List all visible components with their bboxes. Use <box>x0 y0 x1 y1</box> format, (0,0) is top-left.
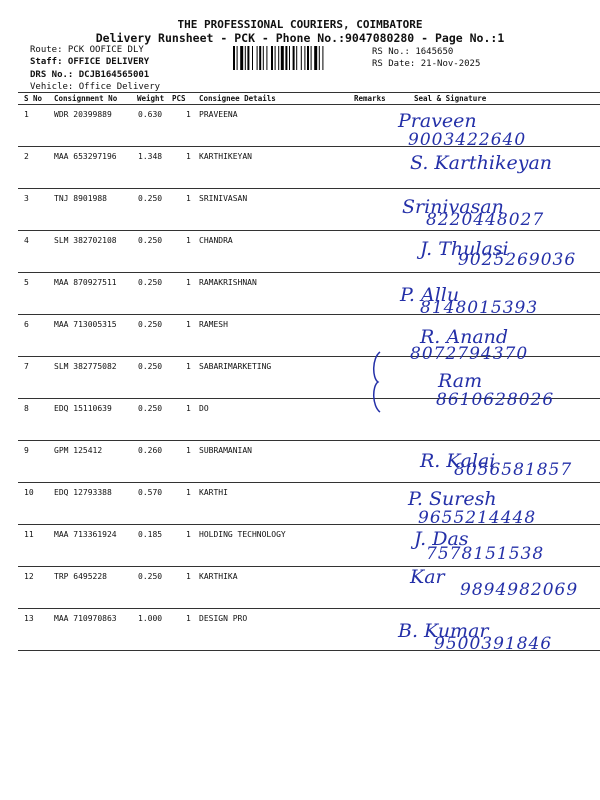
brace-mark <box>370 350 384 414</box>
row-consignment-no: MAA 710970863 <box>54 614 117 623</box>
row-consignee: HOLDING TECHNOLOGY <box>199 530 286 539</box>
col-header-sno: S No <box>24 94 43 103</box>
col-header-consignment: Consignment No <box>54 94 118 103</box>
row-pcs: 1 <box>186 320 191 329</box>
row-sno: 5 <box>24 278 29 287</box>
row-consignment-no: WDR 20399889 <box>54 110 112 119</box>
handwritten-signature: Praveen <box>398 110 477 132</box>
row-consignee: SRINIVASAN <box>199 194 248 203</box>
col-header-consignee: Consignee Details <box>199 94 276 103</box>
row-weight: 0.250 <box>138 362 163 371</box>
row-consignment-no: MAA 653297196 <box>54 152 117 161</box>
row-sno: 10 <box>24 488 34 497</box>
row-consignee: DESIGN PRO <box>199 614 248 623</box>
handwritten-signature: J. Das <box>414 528 469 550</box>
row-pcs: 1 <box>186 614 191 623</box>
handwritten-signature: P. Allu <box>400 284 460 306</box>
row-consignee: CHANDRA <box>199 236 233 245</box>
handwritten-signature: B. Kumar <box>398 620 489 642</box>
row-sno: 12 <box>24 572 34 581</box>
row-sno: 8 <box>24 404 29 413</box>
row-consignee: RAMESH <box>199 320 228 329</box>
delivery-table <box>18 92 600 652</box>
drs-number: DRS No.: DCJB164565001 <box>30 70 150 80</box>
row-weight: 1.000 <box>138 614 163 623</box>
row-consignment-no: SLM 382775082 <box>54 362 117 371</box>
handwritten-phone: 8072794370 <box>410 344 529 364</box>
row-consignment-no: MAA 713361924 <box>54 530 117 539</box>
row-consignee: DO <box>199 404 209 413</box>
handwritten-signature: R. Anand <box>420 326 509 348</box>
row-weight: 0.250 <box>138 236 163 245</box>
row-consignee: KARTHIKEYAN <box>199 152 252 161</box>
row-consignment-no: GPM 125412 <box>54 446 103 455</box>
handwritten-signature: J. Thulasi <box>420 238 509 260</box>
row-weight: 0.250 <box>138 194 163 203</box>
row-consignee: KARTHIKA <box>199 572 238 581</box>
col-header-signature: Seal & Signature <box>414 94 487 103</box>
row-consignment-no: MAA 713005315 <box>54 320 117 329</box>
row-consignment-no: TNJ 8901988 <box>54 194 107 203</box>
handwritten-phone: 8220448027 <box>426 210 545 230</box>
row-weight: 0.250 <box>138 572 163 581</box>
row-sno: 7 <box>24 362 29 371</box>
barcode <box>232 46 368 70</box>
row-consignment-no: MAA 870927511 <box>54 278 117 287</box>
row-weight: 0.570 <box>138 488 163 497</box>
row-weight: 0.250 <box>138 404 163 413</box>
row-pcs: 1 <box>186 194 191 203</box>
row-sno: 6 <box>24 320 29 329</box>
row-pcs: 1 <box>186 446 191 455</box>
rs-number: RS No.: 1645650 <box>372 47 454 57</box>
header-top-rule <box>18 92 600 93</box>
row-consignment-no: TRP 6495228 <box>54 572 107 581</box>
row-consignee: KARTHI <box>199 488 228 497</box>
row-pcs: 1 <box>186 572 191 581</box>
staff-label: Staff: OFFICE DELIVERY <box>30 57 150 67</box>
handwritten-signature: P. Suresh <box>408 488 497 510</box>
handwritten-phone: 8056581857 <box>454 460 573 480</box>
handwritten-signature: Srinivasan <box>402 196 504 218</box>
handwritten-signature: R. Kalai <box>420 450 496 472</box>
row-sno: 1 <box>24 110 29 119</box>
row-pcs: 1 <box>186 404 191 413</box>
row-sno: 9 <box>24 446 29 455</box>
rs-date: RS Date: 21-Nov-2025 <box>372 59 481 69</box>
handwritten-phone: 9500391846 <box>434 634 553 654</box>
row-consignment-no: SLM 382702108 <box>54 236 117 245</box>
row-sno: 3 <box>24 194 29 203</box>
col-header-remarks: Remarks <box>354 94 386 103</box>
row-sno: 2 <box>24 152 29 161</box>
row-sno: 4 <box>24 236 29 245</box>
row-consignment-no: EDQ 15110639 <box>54 404 112 413</box>
row-weight: 0.260 <box>138 446 163 455</box>
row-pcs: 1 <box>186 488 191 497</box>
row-weight: 0.250 <box>138 278 163 287</box>
route-label: Route: PCK OOFICE DLY <box>30 45 144 55</box>
vehicle-label: Vehicle: Office Delivery <box>30 82 161 92</box>
row-pcs: 1 <box>186 530 191 539</box>
company-title: THE PROFESSIONAL COURIERS, COIMBATORE <box>177 18 423 31</box>
row-consignee: SUBRAMANIAN <box>199 446 252 455</box>
handwritten-phone: 9003422640 <box>408 130 527 150</box>
row-weight: 0.250 <box>138 320 163 329</box>
handwritten-signature: S. Karthikeyan <box>410 152 553 174</box>
handwritten-signature: Ram <box>438 370 483 392</box>
row-pcs: 1 <box>186 152 191 161</box>
row-pcs: 1 <box>186 110 191 119</box>
runsheet-title: Delivery Runsheet - PCK - Phone No.:9047080280 - Page No.:1 <box>95 31 505 45</box>
row-consignee: PRAVEENA <box>199 110 238 119</box>
row-weight: 1.348 <box>138 152 163 161</box>
row-pcs: 1 <box>186 236 191 245</box>
handwritten-phone: 8148015393 <box>420 298 539 318</box>
handwritten-phone: 9894982069 <box>460 580 579 600</box>
row-consignee: RAMAKRISHNAN <box>199 278 257 287</box>
handwritten-phone: 9655214448 <box>418 508 537 528</box>
row-pcs: 1 <box>186 278 191 287</box>
handwritten-signature: Kar <box>410 566 445 588</box>
row-weight: 0.185 <box>138 530 163 539</box>
col-header-pcs: PCS <box>172 94 186 103</box>
row-sno: 13 <box>24 614 34 623</box>
row-pcs: 1 <box>186 362 191 371</box>
row-consignment-no: EDQ 12793388 <box>54 488 112 497</box>
handwritten-phone: 8610628026 <box>436 390 555 410</box>
col-header-weight: Weight <box>137 94 165 103</box>
handwritten-phone: 9025269036 <box>458 250 577 270</box>
row-sno: 11 <box>24 530 34 539</box>
row-weight: 0.630 <box>138 110 163 119</box>
handwritten-phone: 7578151538 <box>426 544 545 564</box>
row-consignee: SABARIMARKETING <box>199 362 272 371</box>
